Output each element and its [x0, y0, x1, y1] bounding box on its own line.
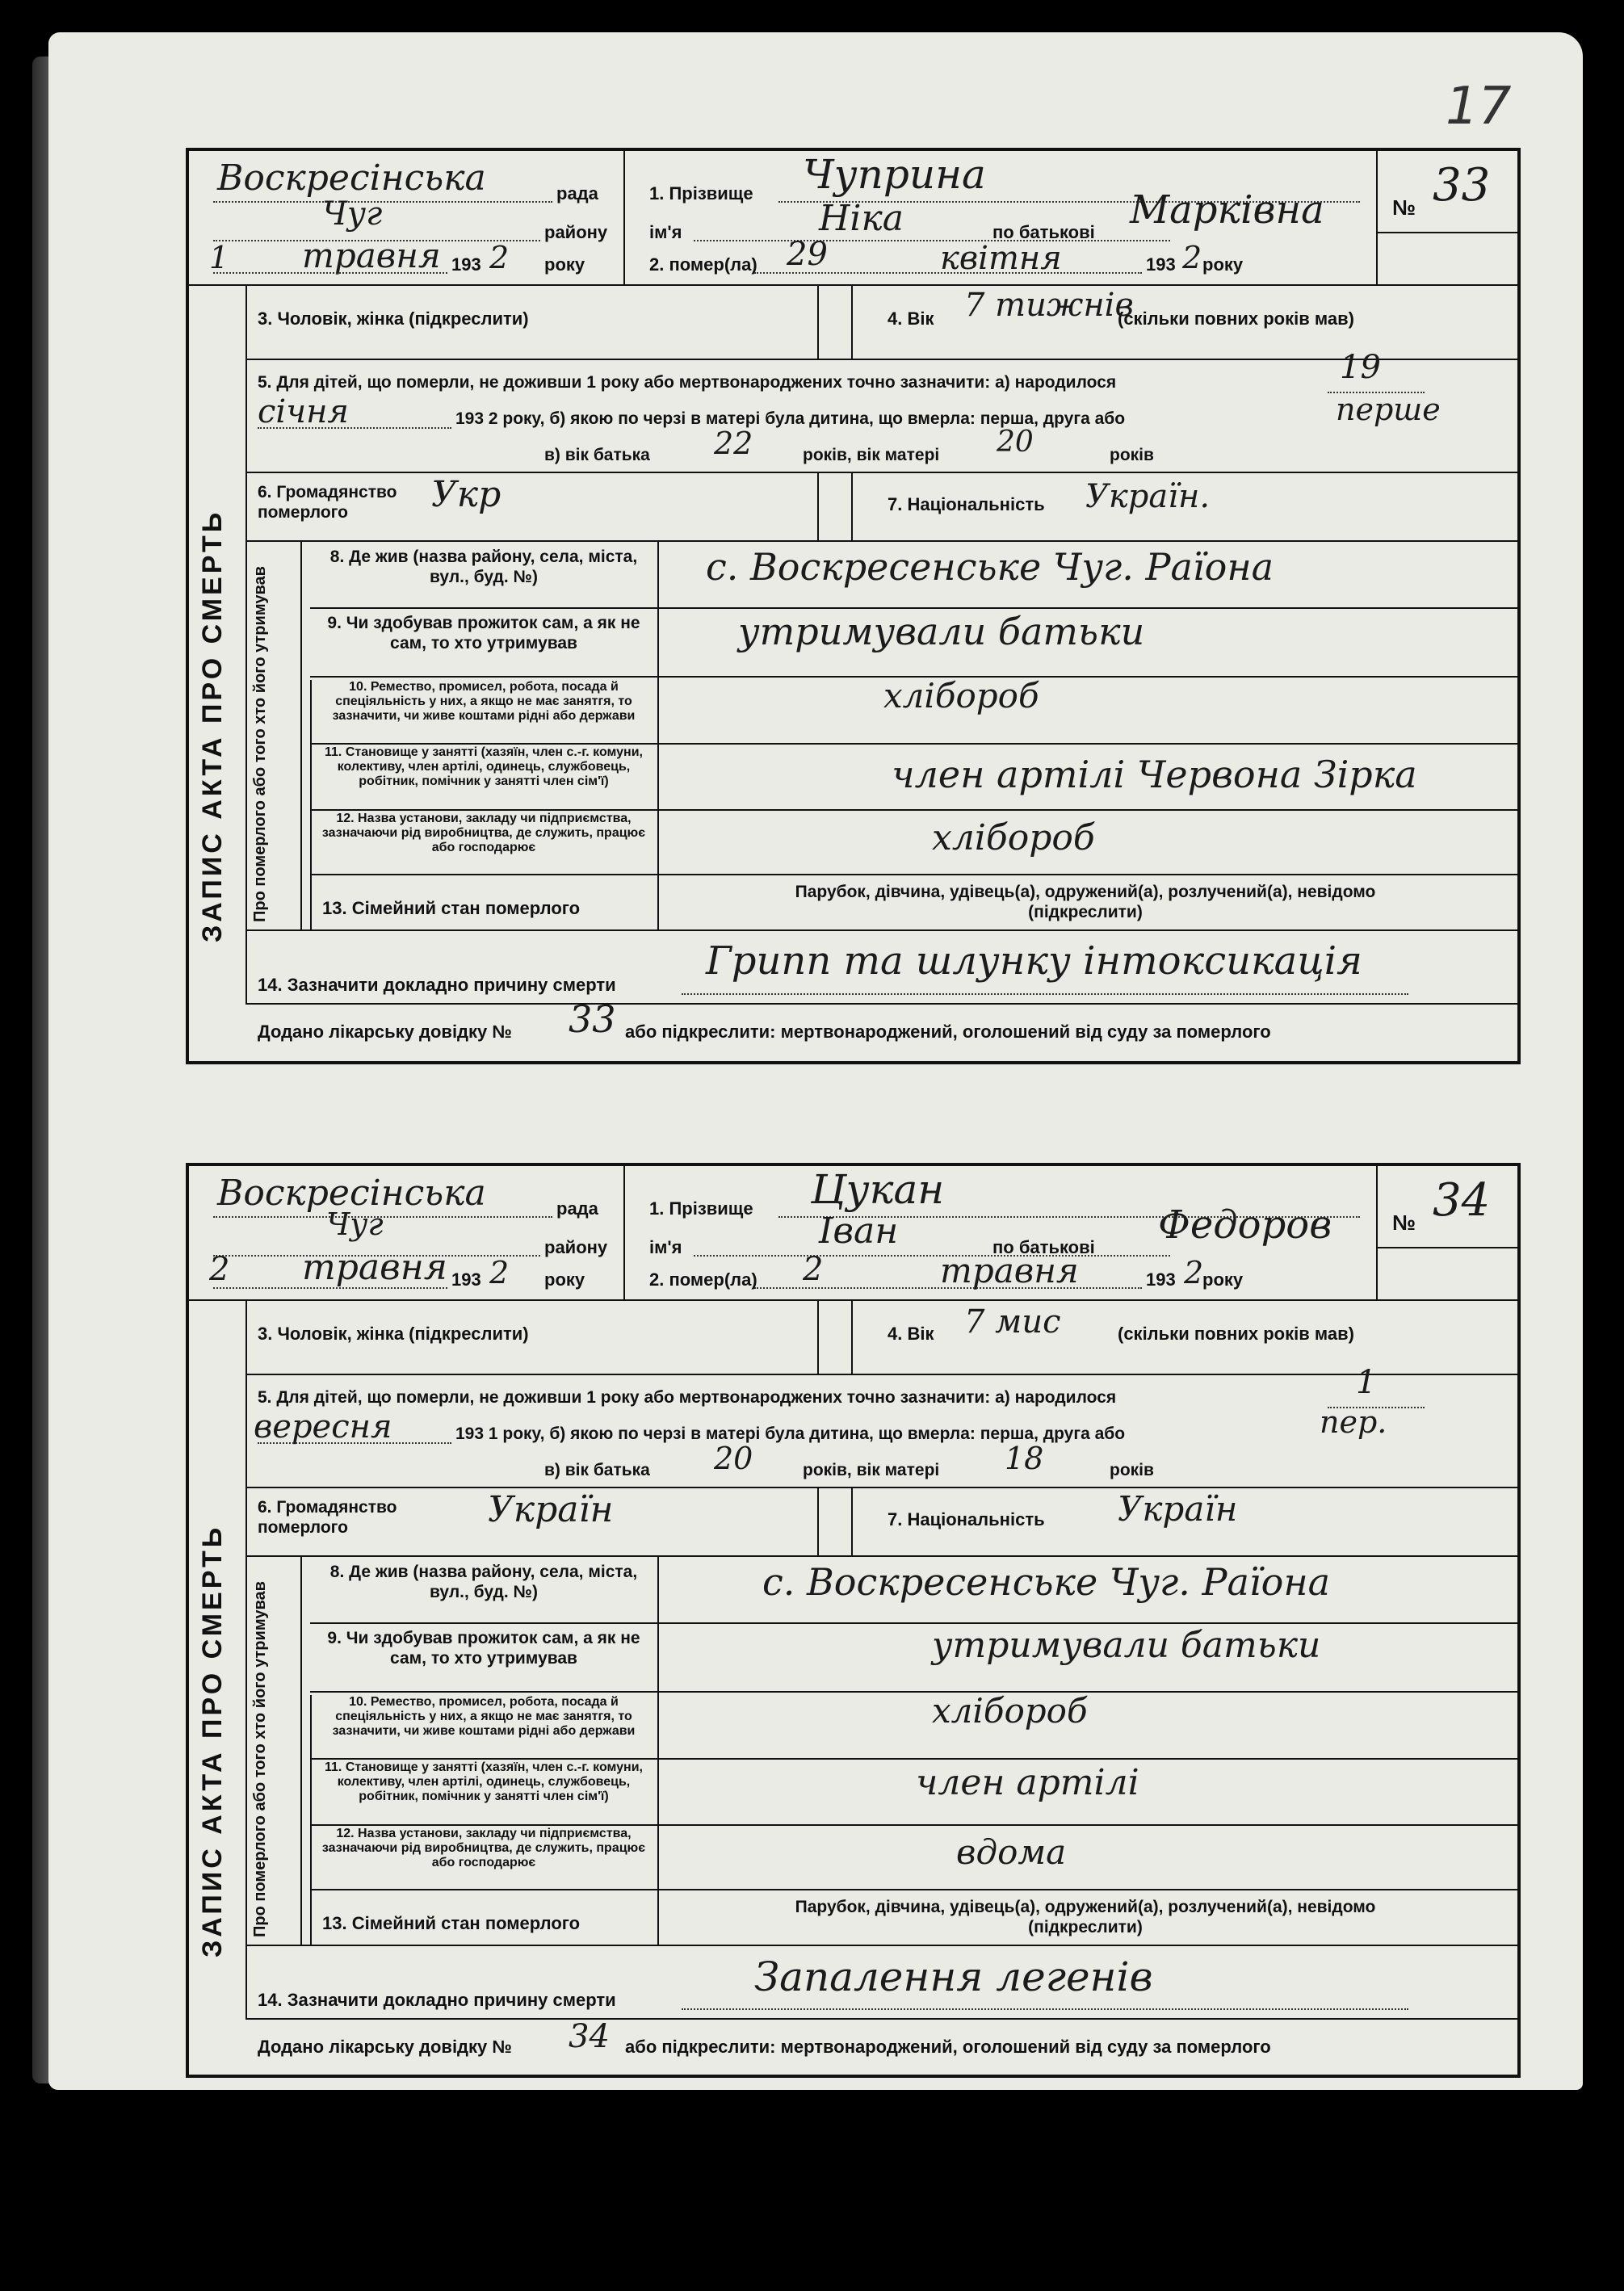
death-record-1 [186, 148, 1521, 1064]
q5-label-1: 5. Для дітей, що померли, не доживши 1 року або мертвонароджених точно зазначити: а) народилося [258, 1388, 1117, 1407]
surname-label: 1. Прізвище [649, 183, 753, 204]
q12-label: 12. Назва установи, закладу чи підприємства, зазначаючи рід виробництва, де служить, працює або господарює [321, 812, 646, 854]
record-no-label: № [1392, 195, 1416, 220]
died-month: травня [940, 1251, 1079, 1290]
nationality-value: Україн. [1085, 478, 1211, 515]
death-record-2 [186, 1163, 1521, 2078]
q5-label-3: в) вік батька [544, 1461, 650, 1479]
name-value: Ніка [819, 198, 904, 239]
age-value: 7 мис [964, 1303, 1061, 1341]
q9-label: 9. Чи здобував прожиток сам, а як не сам, то хто утримував [327, 1629, 640, 1668]
born-day: 1 [1356, 1364, 1377, 1401]
date-year-prefix: 193 [451, 254, 481, 275]
side-subtitle: Про померлого або того хто його утримував [251, 1581, 269, 1937]
q12-label: 12. Назва установи, закладу чи підприємства, зазначаючи рід виробництва, де служить, працює або господарює [321, 1827, 646, 1869]
died-day: 29 [787, 236, 828, 273]
died-month: квітня [940, 240, 1062, 277]
q10-label: 10. Ремество, промисел, робота, посада й спеціяльність у них, а якщо не має занятгя, то зазначити, чи живе коштами рідні або держави [332, 680, 636, 723]
date-month: травня [302, 236, 441, 275]
q8-label: 8. Де жив (назва району, села, міста, вул., буд. №) [329, 1563, 638, 1601]
q5-label-1: 5. Для дітей, що померли, не доживши 1 року або мертвонароджених точно зазначити: а) народилося [258, 373, 1117, 392]
born-month: вересня [254, 1408, 392, 1446]
page-number: 17 [1446, 77, 1512, 136]
q5-years-label: років, вік матері [803, 446, 940, 464]
died-label: 2. помер(ла) [649, 254, 757, 275]
q5-years-label: років, вік матері [803, 1461, 940, 1479]
q14-value: Грипп та шлунку інтоксикація [706, 938, 1362, 984]
died-year-digit: 2 [1184, 1255, 1204, 1290]
birth-order: перше [1336, 392, 1441, 427]
q9-value: утримували батьки [738, 610, 1145, 653]
citizenship-label: 6. Громадянство померлого [258, 1498, 397, 1537]
q5-years2-label: років [1110, 1461, 1154, 1479]
died-year-suffix: року [1202, 254, 1244, 275]
record-no-value: 34 [1433, 1174, 1491, 1227]
q5-years2-label: років [1110, 446, 1154, 464]
rada-label: рада [556, 183, 598, 204]
citizenship-value: Укр [431, 474, 501, 515]
q14-label: 14. Зазначити докладно причину смерти [258, 1990, 616, 2010]
died-day: 2 [803, 1251, 824, 1288]
q5-label-2: 193 2 року, б) якою по черзі в матері була дитина, що вмерла: перша, друга або [455, 409, 1126, 428]
father-age: 22 [714, 426, 753, 461]
record-no-label: № [1392, 1211, 1416, 1235]
q11-value: член артілі [916, 1762, 1139, 1803]
q5-label-2: 193 1 року, б) якою по черзі в матері була дитина, що вмерла: перша, друга або [455, 1425, 1126, 1443]
died-year-digit: 2 [1182, 240, 1202, 275]
raion-label: району [544, 1237, 608, 1257]
age-value: 7 тижнів [964, 287, 1134, 324]
patronymic-label: по батькові [992, 1237, 1095, 1257]
doc-suffix-label: або підкреслити: мертвонароджений, оголошений від суду за померлого [625, 2037, 1271, 2057]
q12-value: хлібороб [932, 817, 1095, 858]
record-no-value: 33 [1433, 159, 1491, 212]
patronymic-label: по батькові [992, 222, 1095, 242]
raion-value: Чуг [322, 195, 383, 233]
q12-value: вдома [956, 1832, 1067, 1872]
nationality-value: Україн [1118, 1489, 1238, 1529]
died-year-prefix: 193 [1146, 1269, 1176, 1290]
birth-order: пер. [1320, 1404, 1387, 1440]
q9-label: 9. Чи здобував прожиток сам, а як не сам, то хто утримував [327, 614, 640, 652]
side-title: ЗАПИС АКТА ПРО СМЕРТЬ [197, 1524, 228, 1957]
nationality-label: 7. Національність [888, 494, 1045, 514]
citizenship-value: Україн [488, 1489, 614, 1530]
citizenship-label: 6. Громадянство померлого [258, 483, 397, 522]
q10-value: хлібороб [883, 676, 1039, 715]
doc-label: Додано лікарську довідку № [258, 2037, 512, 2057]
name-value: Іван [819, 1211, 899, 1252]
died-year-prefix: 193 [1146, 254, 1176, 275]
raion-value: Чуг [326, 1206, 384, 1242]
patronymic-value: Марківна [1130, 187, 1324, 233]
q11-label: 11. Становище у занятті (хазяїн, член с.-г. комуни, колективу, член артілі, одинець, службовець, робітник, помічник у занятті член сім'ї) [325, 1760, 643, 1803]
q14-label: 14. Зазначити докладно причину смерти [258, 975, 616, 995]
surname-value: Чуприна [803, 151, 986, 198]
date-year-suffix: року [544, 254, 585, 275]
date-year-prefix: 193 [451, 1269, 481, 1290]
date-year-digit: 2 [489, 240, 510, 275]
q14-value: Запалення легенів [754, 1953, 1153, 2000]
q13-options: Парубок, дівчина, удівець(а), одружений(а), розлучений(а), невідомо (підкреслити) [795, 1898, 1376, 1936]
q8-value: с. Воскресенське Чуг. Раїона [706, 545, 1274, 589]
q13-label: 13. Сімейний стан померлого [322, 898, 581, 918]
side-title: ЗАПИС АКТА ПРО СМЕРТЬ [197, 509, 228, 942]
name-label: ім'я [649, 222, 682, 242]
father-age: 20 [714, 1441, 753, 1476]
sex-label: 3. Чоловік, жінка (підкреслити) [258, 308, 529, 329]
q11-label: 11. Становище у занятті (хазяїн, член с.-г. комуни, колективу, член артілі, одинець, службовець, робітник, помічник у занятті член сім'ї) [325, 745, 643, 788]
q13-options: Парубок, дівчина, удівець(а), одружений(а), розлучений(а), невідомо (підкреслити) [795, 883, 1376, 921]
surname-value: Цукан [811, 1166, 945, 1213]
mother-age: 20 [997, 426, 1034, 459]
date-day: 2 [209, 1251, 230, 1288]
doc-label: Додано лікарську довідку № [258, 1022, 512, 1042]
q10-value: хлібороб [932, 1691, 1088, 1731]
age-suffix-label: (скільки повних років мав) [1118, 308, 1354, 329]
date-year-suffix: року [544, 1269, 585, 1290]
born-month: січня [258, 393, 349, 430]
died-label: 2. помер(ла) [649, 1269, 757, 1290]
nationality-label: 7. Національність [888, 1509, 1045, 1529]
died-year-suffix: року [1202, 1269, 1244, 1290]
age-suffix-label: (скільки повних років мав) [1118, 1324, 1354, 1344]
name-label: ім'я [649, 1237, 682, 1257]
doc-no: 33 [569, 997, 616, 1041]
mother-age: 18 [1005, 1441, 1044, 1476]
raion-label: району [544, 222, 608, 242]
q11-value: член артілі Червона Зірка [892, 753, 1417, 796]
age-label: 4. Вік [888, 1324, 934, 1344]
doc-no: 34 [569, 2018, 610, 2055]
q9-value: утримували батьки [932, 1625, 1321, 1666]
date-month: травня [302, 1247, 447, 1288]
born-day: 19 [1340, 349, 1381, 386]
rada-label: рада [556, 1198, 598, 1219]
rada-value: Воскресінська [217, 157, 486, 199]
age-label: 4. Вік [888, 308, 934, 329]
date-year-digit: 2 [489, 1255, 510, 1290]
q10-label: 10. Ремество, промисел, робота, посада й спеціяльність у них, а якщо не має занятгя, то зазначити, чи живе коштами рідні або держави [332, 1695, 636, 1738]
surname-label: 1. Прізвище [649, 1198, 753, 1219]
sex-label: 3. Чоловік, жінка (підкреслити) [258, 1324, 529, 1344]
doc-suffix-label: або підкреслити: мертвонароджений, оголошений від суду за померлого [625, 1022, 1271, 1042]
side-subtitle: Про померлого або того хто його утримував [251, 566, 269, 922]
patronymic-value: Федоров [1158, 1202, 1332, 1248]
date-day: 1 [209, 240, 229, 275]
q8-label: 8. Де жив (назва району, села, міста, вул., буд. №) [329, 548, 638, 586]
q5-label-3: в) вік батька [544, 446, 650, 464]
q8-value: с. Воскресенське Чуг. Раїона [762, 1560, 1331, 1604]
q13-label: 13. Сімейний стан померлого [322, 1913, 581, 1933]
rada-value: Воскресінська [217, 1173, 486, 1214]
